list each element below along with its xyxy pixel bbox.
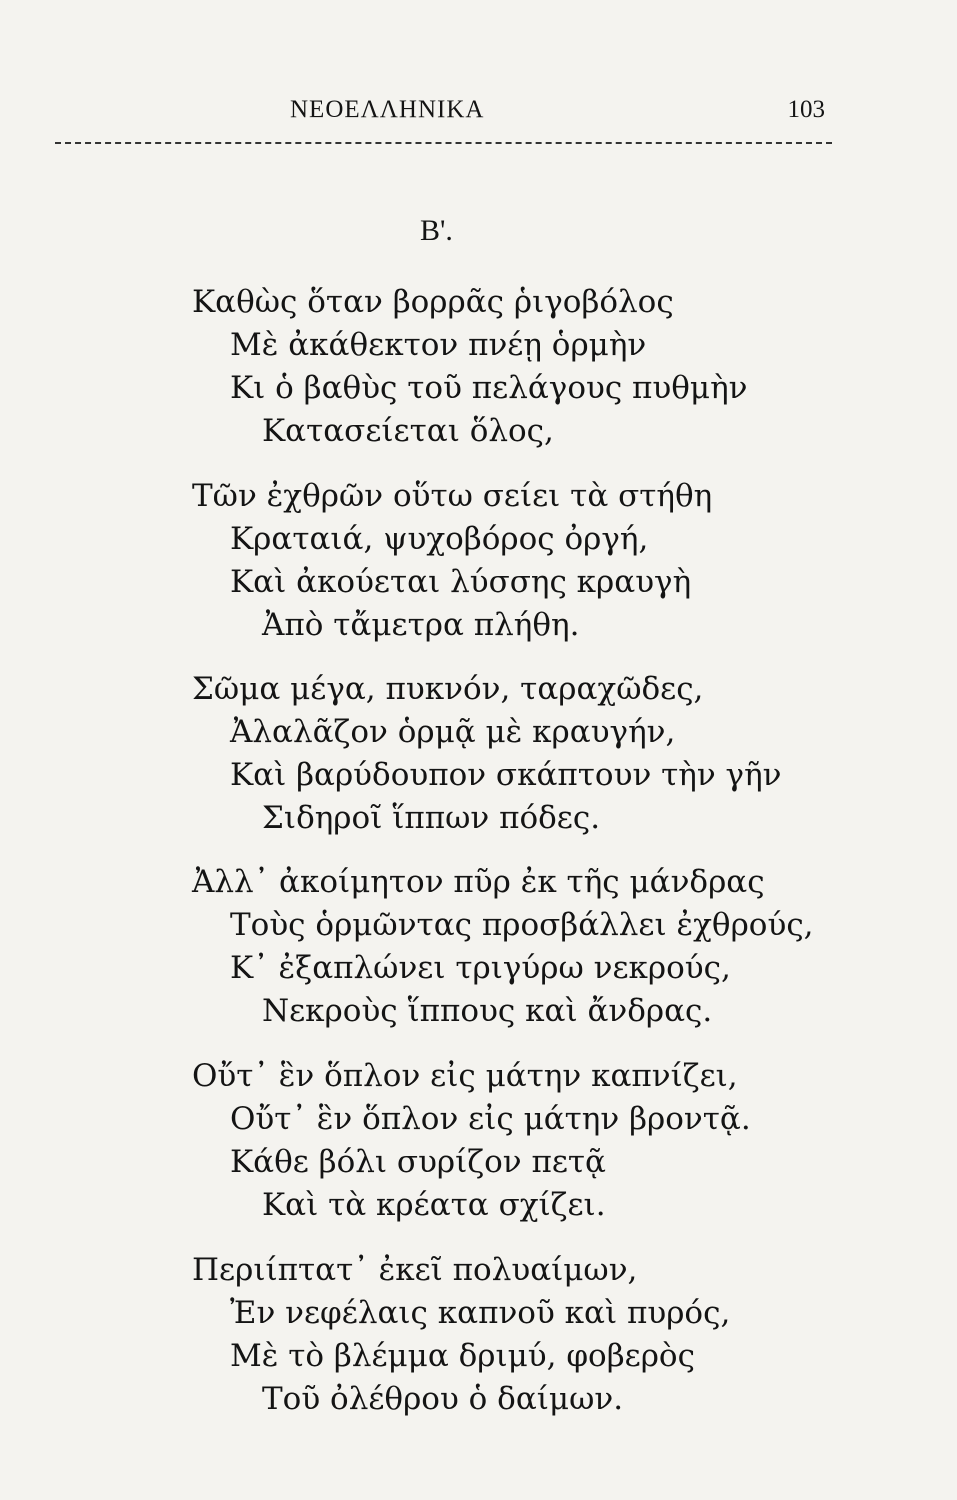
verse-line: Σῶμα μέγα, πυκνόν, ταραχῶδες, xyxy=(192,671,704,707)
verse-line: Τῶν ἐχθρῶν οὕτω σείει τὰ στήθη xyxy=(192,478,713,514)
header-rule xyxy=(55,142,832,144)
verse-line: Οὔτ᾽ ἓν ὅπλον εἰς μάτην βροντᾷ. xyxy=(230,1101,751,1137)
verse-line: Σιδηροῖ ἵππων πόδες. xyxy=(262,800,601,836)
verse-line: Οὔτ᾽ ἓν ὅπλον εἰς μάτην καπνίζει, xyxy=(192,1058,738,1094)
page-number: 103 xyxy=(787,96,825,123)
verse-line: Κάθε βόλι συρίζον πετᾷ xyxy=(230,1144,606,1180)
verse-line: Μὲ ἀκάθεκτον πνέῃ ὁρμὴν xyxy=(230,327,647,363)
verse-line: Περιίπτατ᾽ ἐκεῖ πολυαίμων, xyxy=(192,1252,638,1288)
verse-line: Ἀλλ᾽ ἀκοίμητον πῦρ ἐκ τῆς μάνδρας xyxy=(192,864,765,900)
verse-line: Κ᾽ ἐξαπλώνει τριγύρω νεκρούς, xyxy=(230,950,731,986)
section-marker: Β'. xyxy=(420,214,453,247)
verse-line: Μὲ τὸ βλέμμα δριμύ, φοβερὸς xyxy=(230,1338,695,1374)
running-header xyxy=(55,96,825,136)
verse-line: Τοῦ ὀλέθρου ὁ δαίμων. xyxy=(262,1381,624,1417)
verse-line: Καὶ τὰ κρέατα σχίζει. xyxy=(262,1187,606,1223)
verse-line: Καὶ ἀκούεται λύσσης κραυγὴ xyxy=(230,564,692,600)
verse-line: Ἀλαλᾶζον ὁρμᾷ μὲ κραυγήν, xyxy=(230,714,676,750)
verse-line: Κατασείεται ὅλος, xyxy=(262,413,554,449)
verse-line: Νεκροὺς ἵππους καὶ ἄνδρας. xyxy=(262,993,713,1029)
verse-line: Καθὼς ὅταν βορρᾶς ῥιγοβόλος xyxy=(192,284,674,320)
verse-line: Ἐν νεφέλαις καπνοῦ καὶ πυρός, xyxy=(230,1295,731,1331)
verse-line: Κραταιά, ψυχοβόρος ὀργή, xyxy=(230,521,649,557)
verse-line: Κι ὁ βαθὺς τοῦ πελάγους πυθμὴν xyxy=(230,370,748,406)
verse-line: Καὶ βαρύδουπον σκάπτουν τὴν γῆν xyxy=(230,757,782,793)
verse-line: Τοὺς ὁρμῶντας προσβάλλει ἐχθρούς, xyxy=(230,907,814,943)
running-title: ΝΕΟΕΛΛΗΝΙΚΑ xyxy=(290,96,485,123)
verse-line: Ἀπὸ τἄμετρα πλήθη. xyxy=(262,607,580,643)
